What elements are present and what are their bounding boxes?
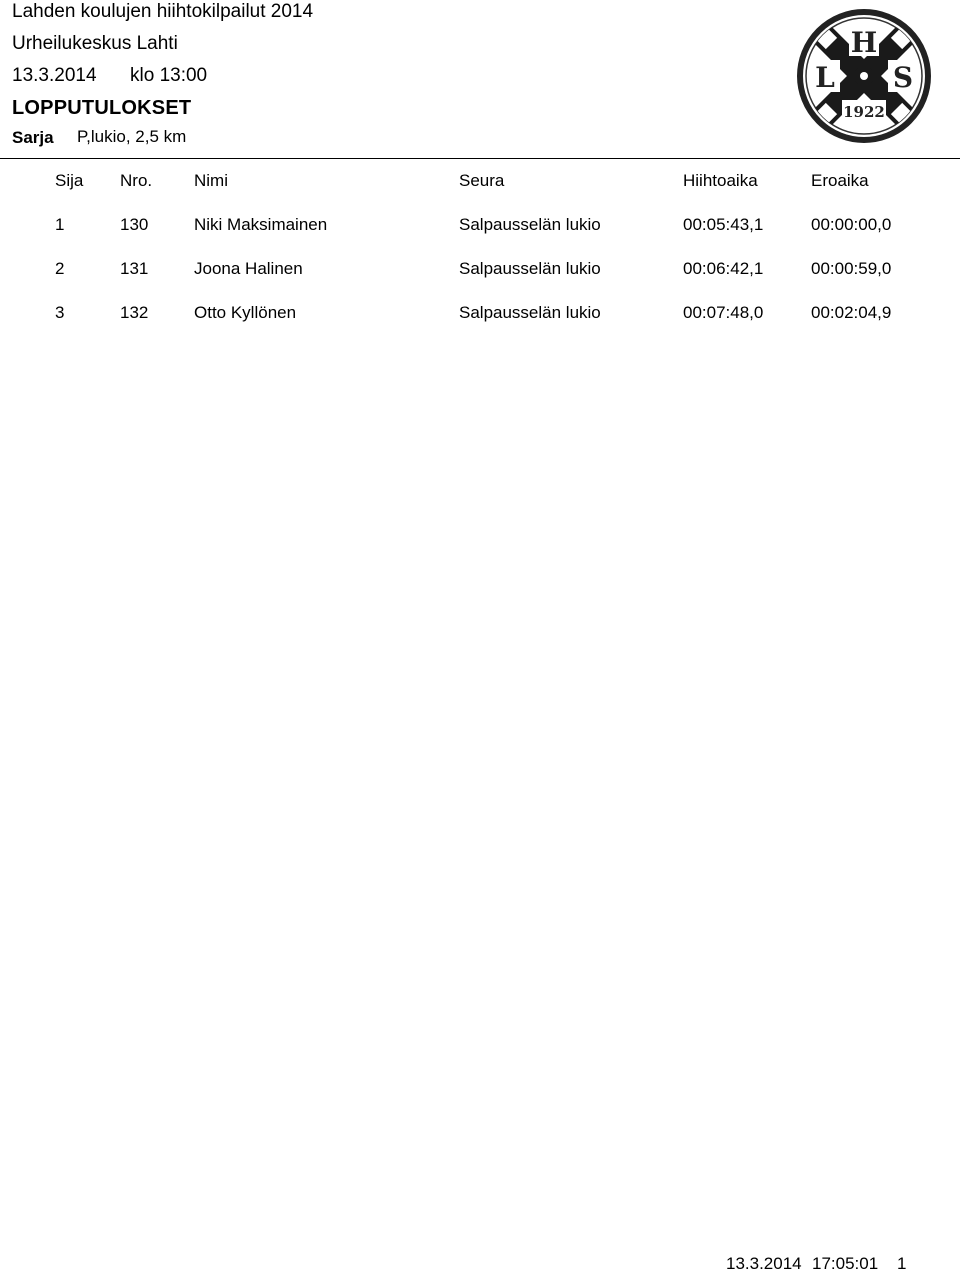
- cell-eroaika: 00:00:59,0: [811, 259, 892, 278]
- col-header-nimi: Nimi: [194, 171, 228, 190]
- col-header-seura: Seura: [459, 171, 505, 190]
- cell-nro: 130: [120, 215, 149, 234]
- cell-hiihtoaika: 00:05:43,1: [683, 215, 764, 234]
- logo-letter-l: L: [815, 61, 835, 94]
- cell-nimi: Otto Kyllönen: [194, 303, 297, 322]
- col-header-eroaika: Eroaika: [811, 171, 869, 190]
- cell-nimi: Niki Maksimainen: [194, 215, 328, 234]
- cell-eroaika: 00:02:04,9: [811, 303, 892, 322]
- footer-printed-time: 17:05:01: [812, 1254, 879, 1273]
- header-divider: [0, 158, 960, 159]
- cell-seura: Salpausselän lukio: [459, 215, 601, 234]
- logo-letter-h: H: [850, 26, 878, 59]
- cell-sija: 3: [55, 303, 65, 322]
- series-value: P,lukio, 2,5 km: [77, 127, 187, 146]
- logo-letter-s: S: [892, 61, 914, 94]
- cell-hiihtoaika: 00:07:48,0: [683, 303, 764, 322]
- cell-nro: 132: [120, 303, 149, 322]
- cell-sija: 2: [55, 259, 65, 278]
- col-header-nro: Nro.: [120, 171, 153, 190]
- cell-hiihtoaika: 00:06:42,1: [683, 259, 764, 278]
- col-header-sija: Sija: [55, 171, 84, 190]
- cell-nimi: Joona Halinen: [194, 259, 303, 278]
- cell-sija: 1: [55, 215, 65, 234]
- footer-printed-date: 13.3.2014: [726, 1254, 802, 1273]
- cell-seura: Salpausselän lukio: [459, 303, 601, 322]
- cell-seura: Salpausselän lukio: [459, 259, 601, 278]
- logo-year: 1922: [843, 103, 885, 121]
- hls-logo: [796, 8, 932, 144]
- cell-eroaika: 00:00:00,0: [811, 215, 892, 234]
- footer-page-number: 1: [897, 1254, 907, 1273]
- event-date: 13.3.2014: [12, 65, 97, 86]
- event-time: klo 13:00: [130, 65, 208, 86]
- cell-nro: 131: [120, 259, 149, 278]
- venue: Urheilukeskus Lahti: [12, 33, 178, 54]
- results-title: LOPPUTULOKSET: [12, 97, 192, 119]
- series-label: Sarja: [12, 128, 54, 147]
- event-title: Lahden koulujen hiihtokilpailut 2014: [12, 1, 314, 22]
- col-header-hiihtoaika: Hiihtoaika: [683, 171, 758, 190]
